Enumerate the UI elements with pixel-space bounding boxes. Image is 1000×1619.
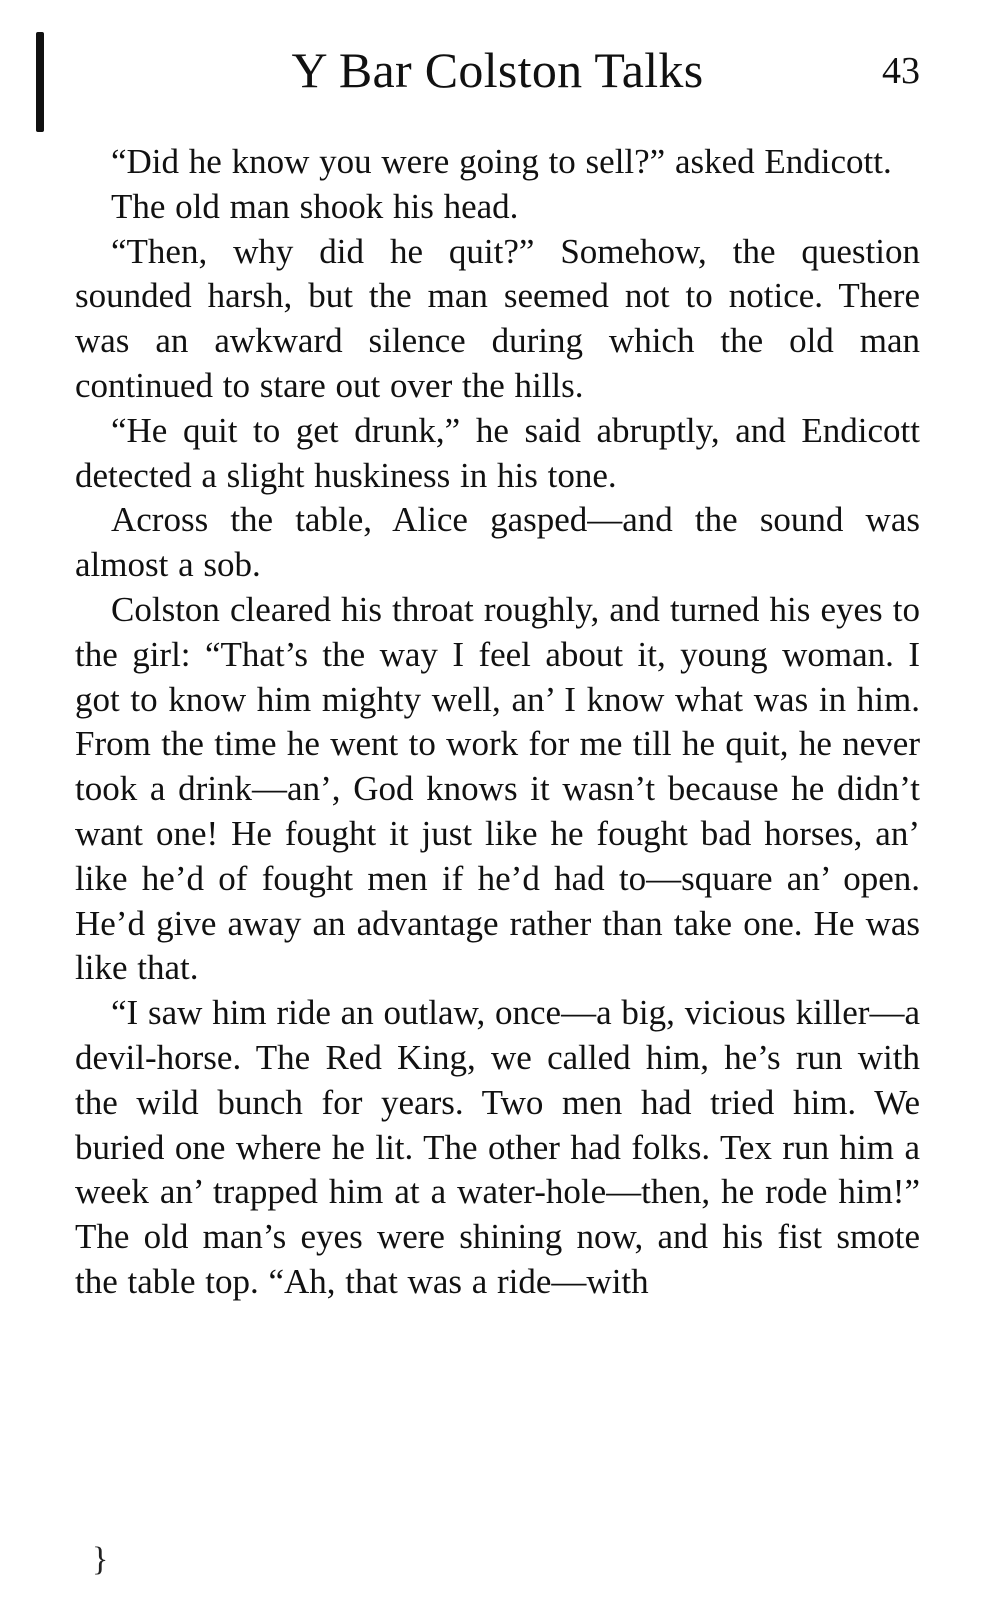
paragraph: “Then, why did he quit?” Somehow, the question sounded harsh, but the man seemed not to notice. There was an awkward silence during which the old man continued to stare out over the hills. — [75, 231, 920, 405]
page-number: 43 — [882, 50, 920, 92]
paragraph: Across the table, Alice gasped—and the sound was almost a sob. — [75, 500, 920, 585]
paragraph: “He quit to get drunk,” he said abruptly, and Endicott detected a slight huskiness in his tone. — [75, 410, 920, 495]
paragraph: Colston cleared his throat roughly, and turned his eyes to the girl: “That’s the way I feel about it, young woman. I got to know him mighty well, an’ I know what was in him. From the time he went to work for me till he quit, he never took a drink—an’, God knows it wasn’t because he didn’t want one! He fought it just like he fought bad horses, an’ like he’d of fought men if he’d had to—square an’ open. He’d give away an advantage rather than take one. He was like that. — [75, 589, 920, 988]
paragraph: “Did he know you were going to sell?” asked Endicott. — [111, 142, 892, 181]
stray-print-mark: } — [92, 1541, 109, 1578]
page-body — [75, 140, 920, 1305]
page-header — [75, 40, 920, 100]
running-head-title: Y Bar Colston Talks — [291, 42, 704, 98]
paragraph: “I saw him ride an outlaw, once—a big, vicious killer—a devil-horse. The Red King, we called him, he’s run with the wild bunch for years. Two men had tried him. We buried one where he lit. The other had folks. Tex run him a week an’ trapped him at a water-hole—then, he rode him!” The old man’s eyes were shining now, and his fist smote the table top. “Ah, that was a ride—with — [75, 993, 920, 1301]
paragraph: The old man shook his head. — [111, 186, 519, 226]
binding-edge-mark — [36, 32, 44, 132]
